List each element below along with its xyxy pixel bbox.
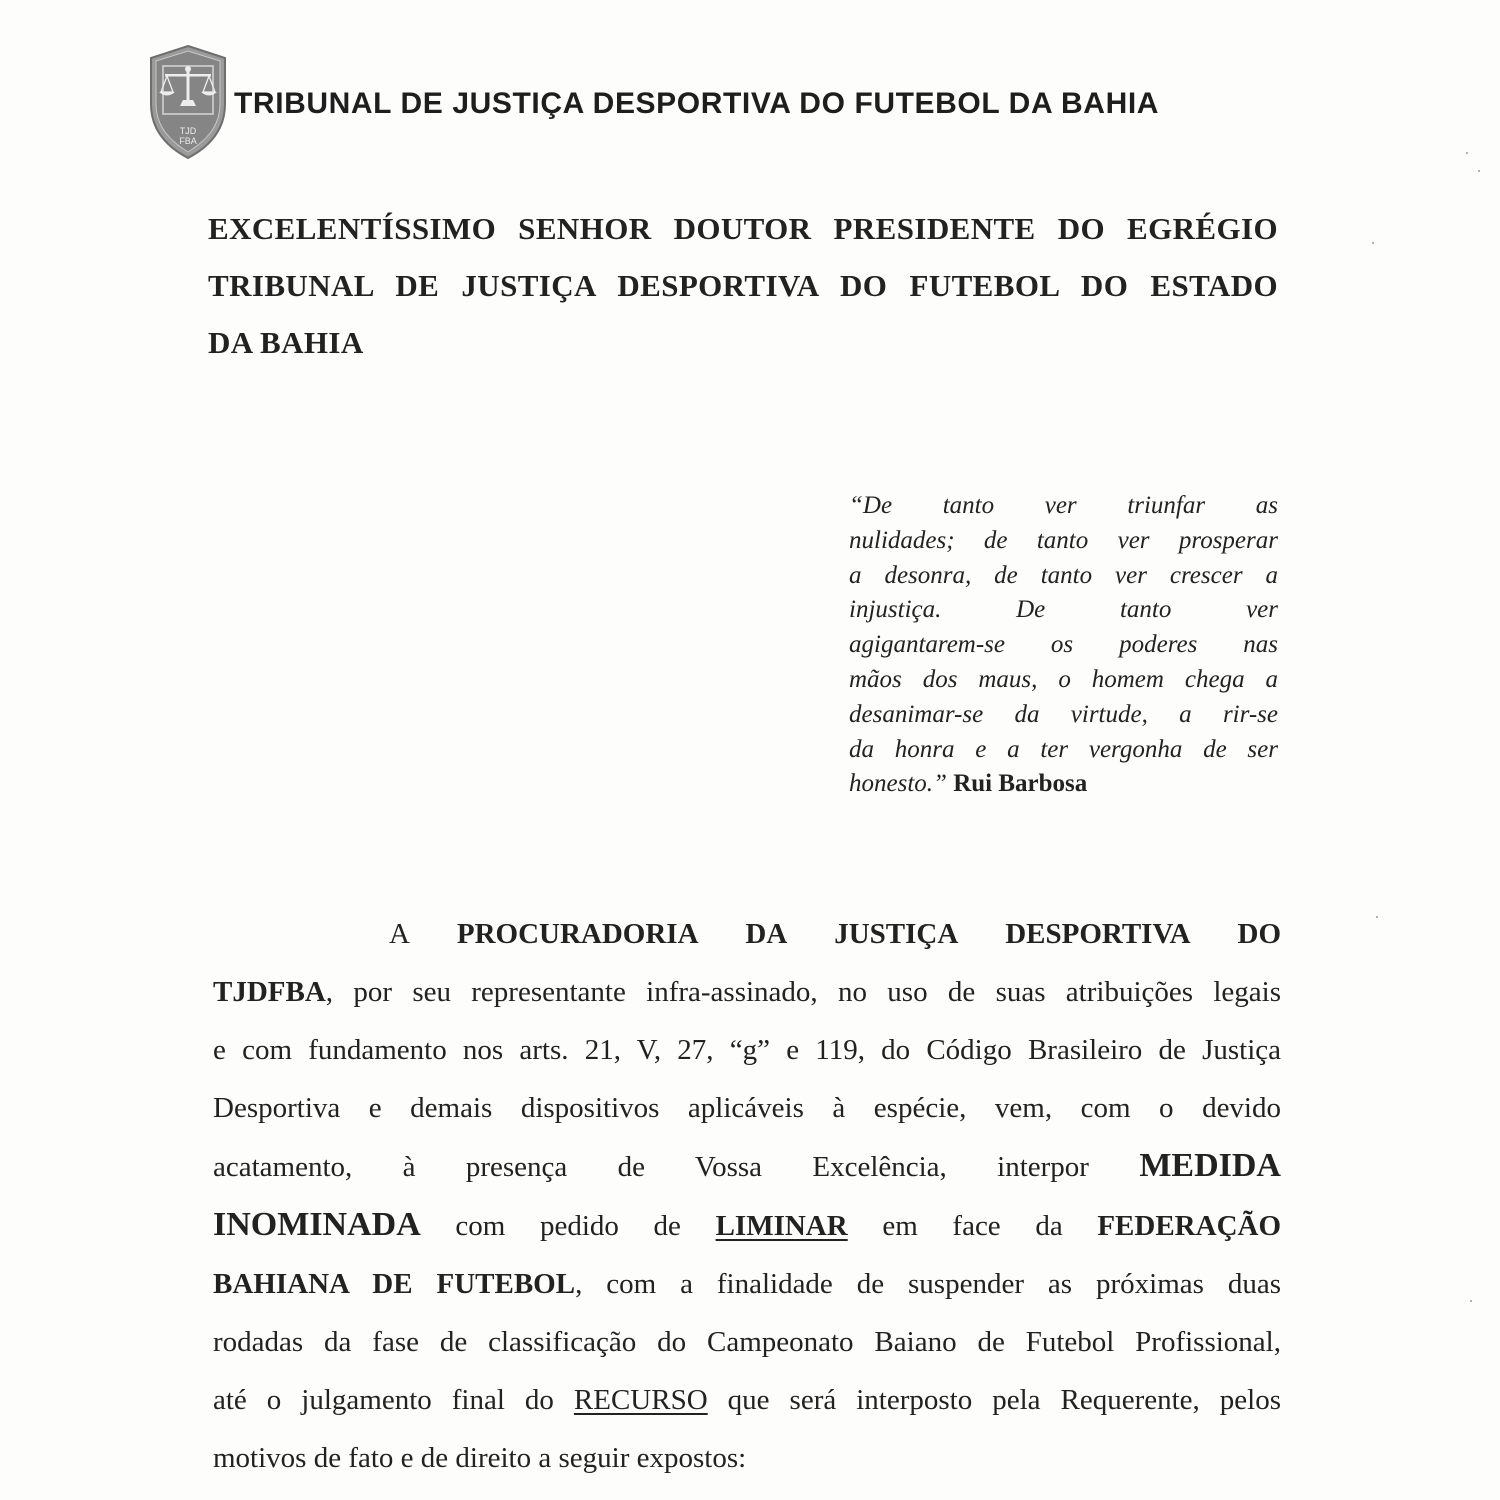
text-run: , com a finalidade de suspender as próximas duas [575, 1268, 1281, 1300]
federacao-term: FEDERAÇÃO [1097, 1210, 1282, 1242]
paragraph-line-6 [213, 1196, 1281, 1255]
paragraph-line-1 [213, 905, 1281, 963]
text-run: , por seu representante infra-assinado, no uso de suas atribuições legais [325, 976, 1281, 1008]
paragraph-line-8: rodadas da fase de classificação do Campeonato Baiano de Futebol Profissional, [213, 1326, 1281, 1358]
procuradoria-name: PROCURADORIA DA JUSTIÇA DESPORTIVA DO [456, 918, 1281, 950]
addressee-line-3: DA BAHIA [208, 325, 364, 360]
paragraph-line-10: motivos de fato e de direito a seguir expostos: [213, 1442, 747, 1474]
logo-text: TJD [179, 126, 197, 136]
epigraph-line: da honra e a ter vergonha de ser [849, 735, 1278, 763]
text-run: com pedido de [455, 1210, 681, 1242]
paragraph-line-2 [213, 963, 1281, 1021]
text-run: até o julgamento final do [213, 1384, 554, 1416]
epigraph-author: Rui Barbosa [953, 770, 1088, 798]
paragraph-line-5 [213, 1137, 1281, 1196]
paragraph-line-3: e com fundamento nos arts. 21, V, 27, “g” e 119, do Código Brasileiro de Justiça [213, 1034, 1281, 1066]
petition-paragraph [213, 905, 1281, 1487]
epigraph-line: “De tanto ver triunfar as [849, 492, 1278, 519]
text-run: em face da [882, 1210, 1063, 1242]
scan-speck [1478, 170, 1480, 172]
text-run: acatamento, à presença de Vossa Excelência, interpor [213, 1151, 1089, 1183]
epigraph-line: injustiça. De tanto ver [849, 596, 1278, 624]
paragraph-line-9 [213, 1371, 1281, 1429]
text-run: A [389, 918, 409, 950]
scan-speck [1470, 1300, 1472, 1302]
scan-speck [1376, 916, 1378, 918]
tjdfba-acronym: TJDFBA [213, 976, 326, 1008]
logo-subtext: FBA [179, 136, 197, 146]
inominada-term: INOMINADA [213, 1206, 421, 1243]
paragraph-line-4: Desportiva e demais dispositivos aplicáveis à espécie, vem, com o devido [213, 1092, 1281, 1124]
addressee-line-2: TRIBUNAL DE JUSTIÇA DESPORTIVA DO FUTEBOL DO ESTADO [208, 268, 1278, 303]
epigraph-line: a desonra, de tanto ver crescer a [849, 561, 1278, 589]
tribunal-header-title: TRIBUNAL DE JUSTIÇA DESPORTIVA DO FUTEBOL DA BAHIA [234, 87, 1160, 120]
scan-speck [1372, 242, 1374, 244]
tjdfba-shield-logo-icon [147, 44, 229, 160]
epigraph-line: mãos dos maus, o homem chega a [849, 665, 1278, 693]
epigraph-line: desanimar-se da virtude, a rir-se [849, 700, 1278, 728]
recurso-term: RECURSO [573, 1384, 708, 1416]
liminar-term: LIMINAR [715, 1210, 848, 1242]
epigraph-quote [849, 489, 1278, 802]
text-run: que será interposto pela Requerente, pelos [727, 1384, 1282, 1416]
scan-speck [1466, 152, 1468, 154]
federation-name: BAHIANA DE FUTEBOL [213, 1268, 576, 1300]
addressee-line-1: EXCELENTÍSSIMO SENHOR DOUTOR PRESIDENTE DO EGRÉGIO [208, 211, 1278, 246]
medida-term: MEDIDA [1139, 1147, 1281, 1184]
epigraph-line: nulidades; de tanto ver prosperar [849, 526, 1278, 554]
epigraph-line: agigantarem-se os poderes nas [849, 631, 1278, 659]
epigraph-last-line [849, 767, 1278, 802]
epigraph-line: honesto.” [849, 770, 947, 798]
addressee-block [208, 200, 1278, 371]
paragraph-line-7 [213, 1255, 1281, 1313]
